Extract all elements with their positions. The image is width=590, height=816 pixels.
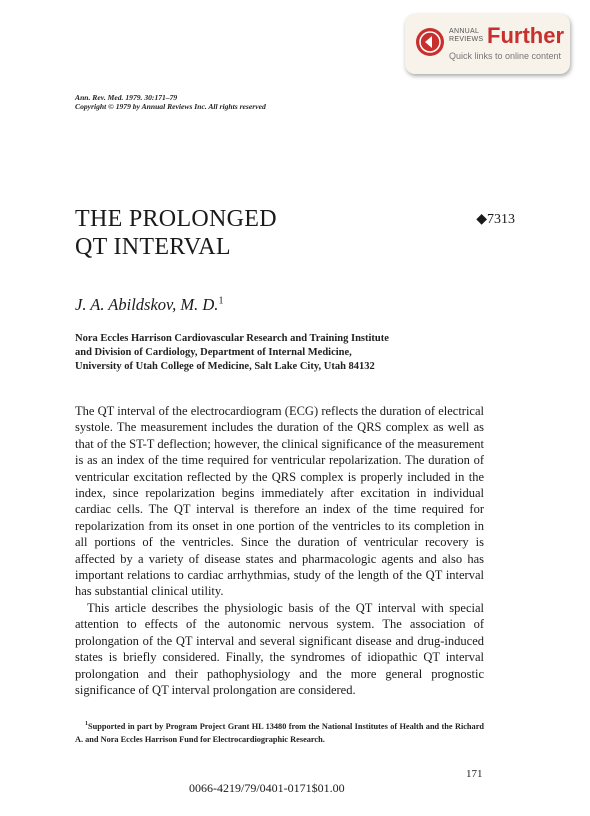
affiliation-line: Nora Eccles Harrison Cardiovascular Research and Training Institute	[75, 333, 389, 344]
citation-line: Ann. Rev. Med. 1979. 30:171–79	[75, 93, 178, 102]
play-arrow-icon	[416, 28, 444, 56]
affiliation-line: and Division of Cardiology, Department of Internal Medicine,	[75, 347, 352, 358]
annual-reviews-further-badge[interactable]	[405, 14, 570, 74]
footnote	[75, 718, 484, 746]
footnote-text: Supported in part by Program Project Grant HL 13480 from the National Institutes of Health and the Richard A. and Nora Eccles Harrison Fund for Electrocardiographic Research.	[75, 721, 484, 744]
author-name: J. A. Abildskov, M. D.	[75, 295, 219, 314]
author-line	[75, 295, 223, 315]
author-footnote-mark[interactable]: 1	[218, 295, 224, 307]
badge-reviews-text: REVIEWS	[449, 36, 484, 43]
copyright-line: Copyright © 1979 by Annual Reviews Inc. All rights reserved	[75, 102, 266, 111]
price-code: 0066-4219/79/0401-0171$01.00	[189, 781, 345, 795]
affiliation	[75, 332, 389, 374]
badge-further-text: Further	[487, 23, 564, 48]
footnote-mark: 1	[85, 721, 88, 727]
body-paragraph: This article describes the physiologic basis of the QT interval with special attention to effects of the autonomic nervous system. The association of prolongation of the QT interval and several significant disease and drug-induced states is briefly considered. Finally, the syndromes of idiopathic QT interval prolongation and their pathophysiology and the more general prognostic significance of QT interval prolongation are considered.	[75, 600, 484, 697]
article-title	[75, 205, 277, 261]
page-number: 171	[466, 768, 483, 780]
article-code: ◆7313	[476, 212, 515, 227]
title-line: QT INTERVAL	[75, 234, 231, 260]
journal-citation	[75, 93, 266, 111]
badge-subtitle: Quick links to online content	[449, 51, 562, 61]
body-paragraph: The QT interval of the electrocardiogram (ECG) reflects the duration of electrical systole. The measurement includes the duration of the QRS complex as well as that of the ST-T deflection; however, the clinical significance of the measurement is as an index of the time required for ventricular repolarization. The duration of ventricular excitation reflected by the QRS complex is properly included in the index, since repolarization begins immediately after excitation in individual cardiac cells. The QT interval is therefore an index of the time required for repolarization from its onset in one portion of the ventricles to its completion in all portions of the ventricles. Since the duration of ventricular recovery is affected by a variety of disease states and pharmacologic agents and also has important relations to cardiac arrhythmias, study of the length of the QT interval has substantial clinical utility.	[75, 404, 484, 599]
title-line: THE PROLONGED	[75, 206, 277, 232]
badge-publisher-label	[449, 28, 483, 44]
badge-annual-text: ANNUAL	[449, 28, 480, 35]
affiliation-line: University of Utah College of Medicine, Salt Lake City, Utah 84132	[75, 361, 375, 372]
article-body	[75, 403, 484, 698]
